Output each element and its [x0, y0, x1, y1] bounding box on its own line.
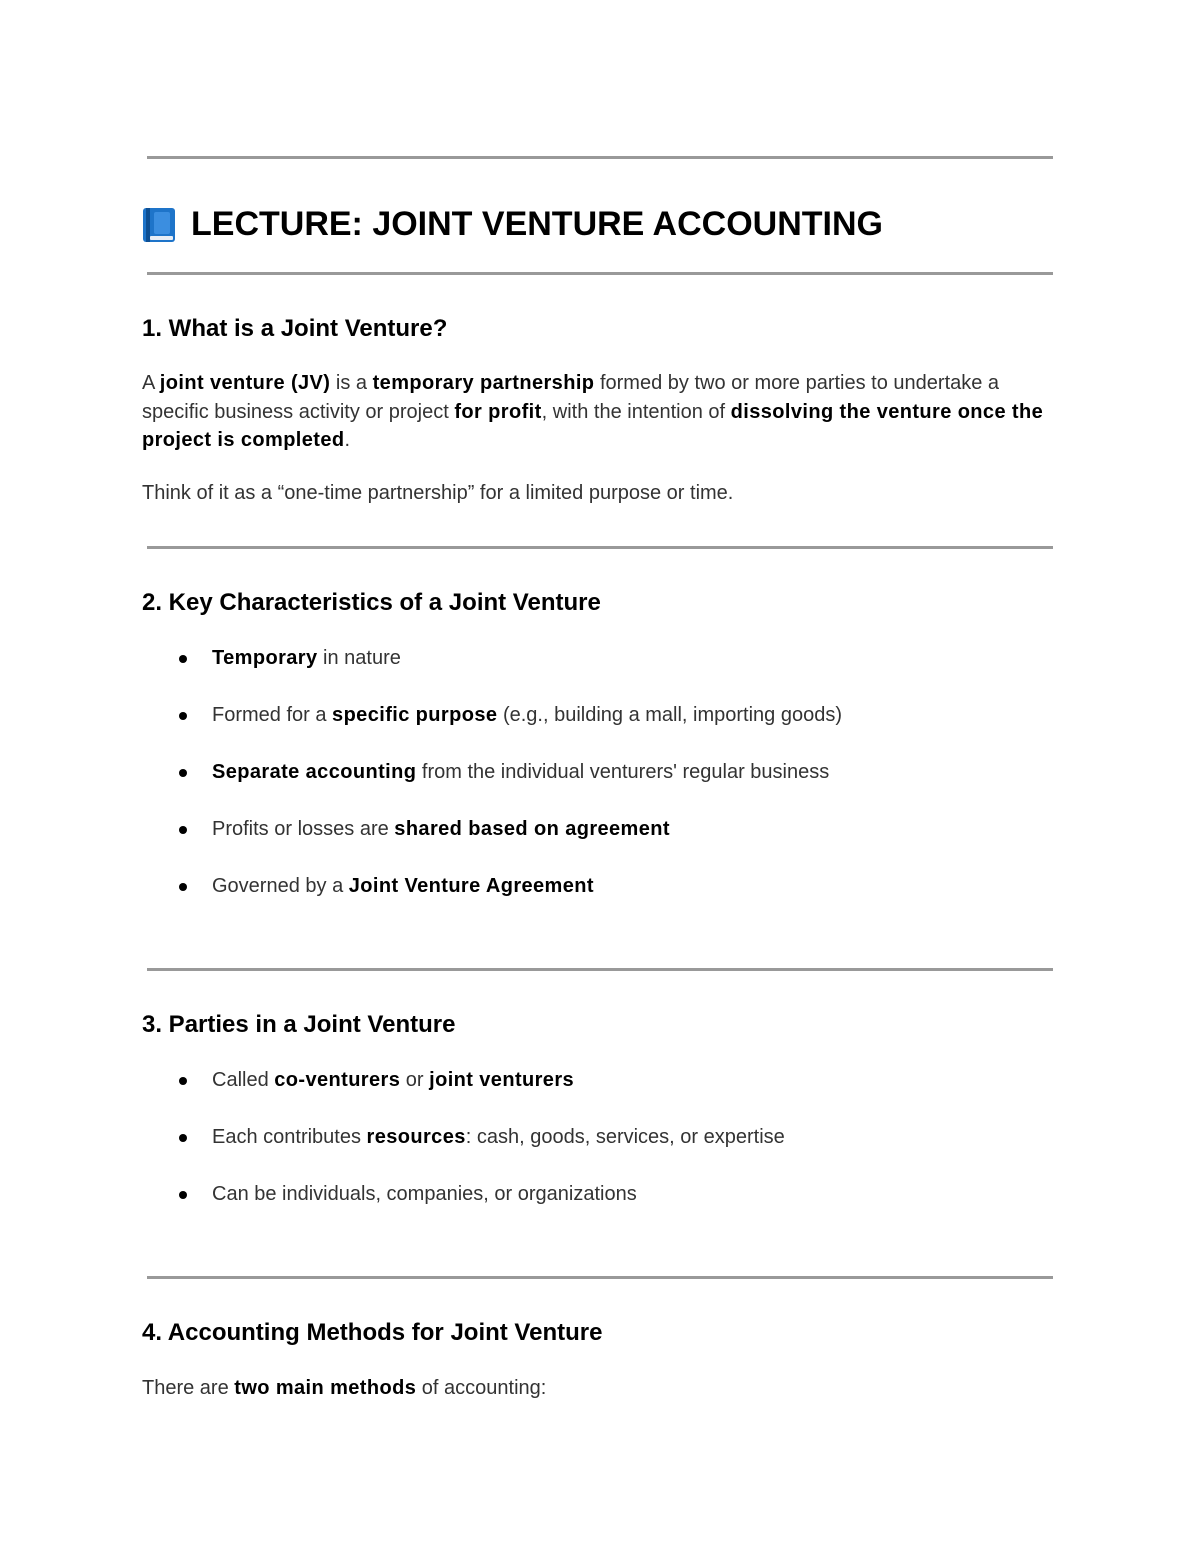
section-heading-3: 3. Parties in a Joint Venture	[142, 1011, 456, 1038]
section-heading-1: 1. What is a Joint Venture?	[142, 315, 448, 342]
methods-intro-paragraph: There are two main methods of accounting:	[142, 1377, 547, 1399]
bullet-icon	[179, 1077, 187, 1085]
horizontal-rule	[147, 968, 1053, 971]
bold-term: temporary partnership	[372, 372, 595, 394]
characteristics-list	[142, 644, 842, 929]
bold-term: two main methods	[234, 1377, 417, 1399]
page-title	[143, 203, 883, 245]
bullet-icon	[179, 1191, 187, 1199]
list-item: Each contributes resources: cash, goods, services, or expertise	[142, 1123, 785, 1180]
horizontal-rule	[147, 156, 1053, 159]
bold-term: joint venture (JV)	[159, 372, 331, 394]
horizontal-rule	[147, 546, 1053, 549]
list-item: Formed for a specific purpose (e.g., building a mall, importing goods)	[142, 701, 842, 758]
bold-term: for profit	[454, 400, 542, 423]
bullet-icon	[179, 769, 187, 777]
bullet-icon	[179, 883, 187, 891]
jv-analogy-paragraph: Think of it as a “one-time partnership” for a limited purpose or time.	[142, 482, 734, 504]
list-item: Temporary in nature	[142, 644, 842, 701]
parties-list	[142, 1066, 785, 1237]
list-item: Called co-venturers or joint venturers	[142, 1066, 785, 1123]
list-item: Can be individuals, companies, or organizations	[142, 1180, 785, 1237]
list-item: Separate accounting from the individual venturers' regular business	[142, 758, 842, 815]
list-item: Governed by a Joint Venture Agreement	[142, 872, 842, 929]
horizontal-rule	[147, 272, 1053, 275]
horizontal-rule	[147, 1276, 1053, 1279]
bullet-icon	[179, 655, 187, 663]
list-item: Profits or losses are shared based on agreement	[142, 815, 842, 872]
bullet-icon	[179, 712, 187, 720]
section-heading-2: 2. Key Characteristics of a Joint Venture	[142, 589, 601, 616]
page-title-text: LECTURE: JOINT VENTURE ACCOUNTING	[191, 205, 883, 243]
section-heading-4: 4. Accounting Methods for Joint Venture	[142, 1319, 603, 1346]
bullet-icon	[179, 1134, 187, 1142]
jv-definition-paragraph: A joint venture (JV) is a temporary partnership formed by two or more parties to undertake a specific business activity or project for profit, with the intention of dissolving the venture once the project is completed.	[142, 372, 1044, 451]
bold-term: dissolving the venture once the project is completed	[142, 400, 1044, 451]
blue-book-icon	[143, 208, 175, 242]
bullet-icon	[179, 826, 187, 834]
